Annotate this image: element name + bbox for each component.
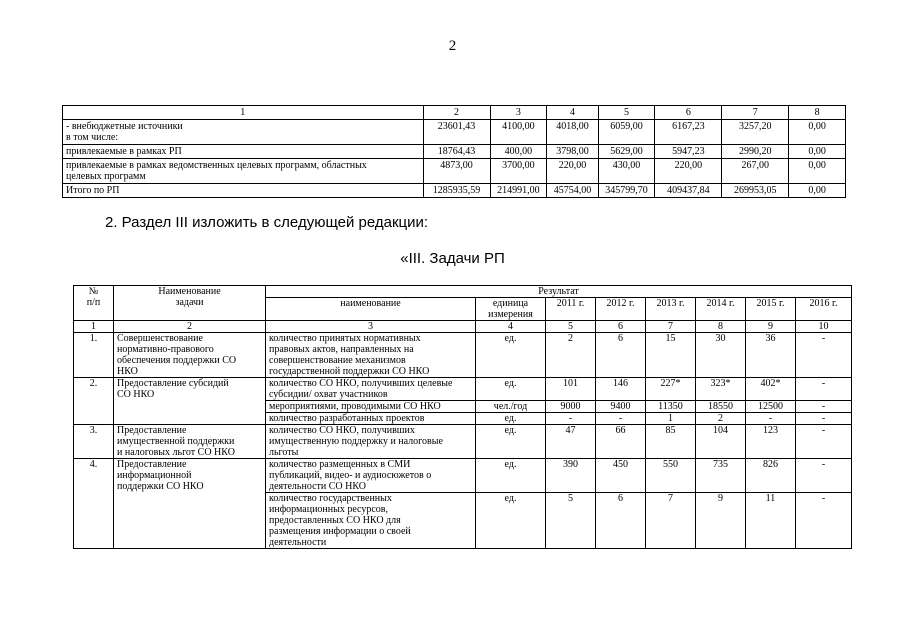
column-index: 1 (74, 321, 114, 333)
value-cell: 345799,70 (598, 184, 655, 198)
column-index: 4 (476, 321, 546, 333)
value-cell: 0,00 (789, 159, 846, 184)
year-value: - (546, 413, 596, 425)
value-cell: 18764,43 (423, 145, 490, 159)
year-value: 5 (546, 493, 596, 549)
section-instruction: 2. Раздел III изложить в следующей редакции: (105, 214, 429, 231)
table-row (74, 425, 852, 459)
column-index: 2 (114, 321, 266, 333)
header-task-name: Наименование задачи (114, 286, 266, 321)
value-cell: 214991,00 (490, 184, 547, 198)
year-value: 101 (546, 378, 596, 401)
year-value: 47 (546, 425, 596, 459)
column-number: 8 (789, 106, 846, 120)
value-cell: 267,00 (722, 159, 789, 184)
column-index: 6 (596, 321, 646, 333)
indicator-name: количество СО НКО, получивших имущественную поддержку и налоговые льготы (266, 425, 476, 459)
row-label: привлекаемые в рамках РП (63, 145, 424, 159)
year-value: 18550 (696, 401, 746, 413)
column-index: 10 (796, 321, 852, 333)
table-row (63, 120, 846, 145)
task-number: 3. (74, 425, 114, 459)
value-cell: 1285935,59 (423, 184, 490, 198)
page-number: 2 (448, 38, 457, 54)
value-cell: 45754,00 (547, 184, 599, 198)
value-cell: 3700,00 (490, 159, 547, 184)
year-value: 104 (696, 425, 746, 459)
unit: ед. (476, 459, 546, 493)
header-year: 2016 г. (796, 298, 852, 321)
header-year: 2015 г. (746, 298, 796, 321)
value-cell: 269953,05 (722, 184, 789, 198)
value-cell: 4018,00 (547, 120, 599, 145)
year-value: 146 (596, 378, 646, 401)
indicator-name: мероприятиями, проводимыми СО НКО (266, 401, 476, 413)
value-cell: 6167,23 (655, 120, 722, 145)
task-name: Предоставление имущественной поддержки и налоговых льгот СО НКО (114, 425, 266, 459)
value-cell: 0,00 (789, 145, 846, 159)
task-number: 1. (74, 333, 114, 378)
column-index: 3 (266, 321, 476, 333)
value-cell: 409437,84 (655, 184, 722, 198)
column-number: 3 (490, 106, 547, 120)
unit: ед. (476, 378, 546, 401)
task-name: Предоставление информационной поддержки СО НКО (114, 459, 266, 549)
year-value: 9 (696, 493, 746, 549)
year-value: - (796, 425, 852, 459)
value-cell: 5629,00 (598, 145, 655, 159)
column-index: 9 (746, 321, 796, 333)
unit: ед. (476, 493, 546, 549)
header-num: № п/п (74, 286, 114, 321)
year-value: 9000 (546, 401, 596, 413)
value-cell: 4873,00 (423, 159, 490, 184)
year-value: 450 (596, 459, 646, 493)
table-row (74, 333, 852, 378)
section-title: «III. Задачи РП (400, 250, 505, 267)
indicator-name: количество государственных информационных ресурсов, предоставленных СО НКО для размещения информации о своей деятельности (266, 493, 476, 549)
year-value: 323* (696, 378, 746, 401)
header-result: Результат (266, 286, 852, 298)
unit: чел./год (476, 401, 546, 413)
year-value: 402* (746, 378, 796, 401)
value-cell: 400,00 (490, 145, 547, 159)
header-unit: единица измерения (476, 298, 546, 321)
year-value: - (796, 413, 852, 425)
unit: ед. (476, 413, 546, 425)
year-value: 12500 (746, 401, 796, 413)
year-value: 2 (546, 333, 596, 378)
row-label: Итого по РП (63, 184, 424, 198)
table-row (74, 459, 852, 493)
unit: ед. (476, 333, 546, 378)
column-number: 4 (547, 106, 599, 120)
index-row (74, 321, 852, 333)
value-cell: 220,00 (547, 159, 599, 184)
year-value: 735 (696, 459, 746, 493)
indicator-name: количество разработанных проектов (266, 413, 476, 425)
unit: ед. (476, 425, 546, 459)
task-number: 4. (74, 459, 114, 549)
value-cell: 4100,00 (490, 120, 547, 145)
indicator-name: количество принятых нормативных правовых актов, направленных на совершенствование механизмов государственной поддержки СО НКО (266, 333, 476, 378)
year-value: 9400 (596, 401, 646, 413)
column-number: 6 (655, 106, 722, 120)
year-value: - (796, 401, 852, 413)
year-value: - (796, 378, 852, 401)
year-value: - (746, 413, 796, 425)
column-number: 1 (63, 106, 424, 120)
header-row (74, 286, 852, 298)
column-number: 2 (423, 106, 490, 120)
year-value: - (796, 493, 852, 549)
year-value: 123 (746, 425, 796, 459)
year-value: 826 (746, 459, 796, 493)
table-row (63, 159, 846, 184)
table-row (74, 378, 852, 401)
value-cell: 5947,23 (655, 145, 722, 159)
year-value: 85 (646, 425, 696, 459)
year-value: 15 (646, 333, 696, 378)
year-value: 390 (546, 459, 596, 493)
year-value: 7 (646, 493, 696, 549)
task-number: 2. (74, 378, 114, 425)
year-value: 30 (696, 333, 746, 378)
table-row (63, 145, 846, 159)
table-row (63, 184, 846, 198)
year-value: 6 (596, 333, 646, 378)
row-label: привлекаемые в рамках ведомственных целевых программ, областных целевых программ (63, 159, 424, 184)
header-year: 2014 г. (696, 298, 746, 321)
value-cell: 0,00 (789, 184, 846, 198)
year-value: 36 (746, 333, 796, 378)
column-index: 8 (696, 321, 746, 333)
year-value: 550 (646, 459, 696, 493)
header-year: 2012 г. (596, 298, 646, 321)
row-label: - внебюджетные источники в том числе: (63, 120, 424, 145)
year-value: 2 (696, 413, 746, 425)
funding-table (62, 105, 846, 198)
value-cell: 2990,20 (722, 145, 789, 159)
header-year: 2013 г. (646, 298, 696, 321)
year-value: - (796, 459, 852, 493)
year-value: 11350 (646, 401, 696, 413)
task-name: Совершенствование нормативно-правового обеспечения поддержки СО НКО (114, 333, 266, 378)
task-name: Предоставление субсидий СО НКО (114, 378, 266, 425)
year-value: 227* (646, 378, 696, 401)
column-index: 5 (546, 321, 596, 333)
value-cell: 220,00 (655, 159, 722, 184)
year-value: 6 (596, 493, 646, 549)
value-cell: 6059,00 (598, 120, 655, 145)
header-year: 2011 г. (546, 298, 596, 321)
column-number: 7 (722, 106, 789, 120)
year-value: 11 (746, 493, 796, 549)
value-cell: 3798,00 (547, 145, 599, 159)
value-cell: 23601,43 (423, 120, 490, 145)
value-cell: 430,00 (598, 159, 655, 184)
header-indicator: наименование (266, 298, 476, 321)
value-cell: 3257,20 (722, 120, 789, 145)
value-cell: 0,00 (789, 120, 846, 145)
table-header-row (63, 106, 846, 120)
year-value: - (596, 413, 646, 425)
indicator-name: количество размещенных в СМИ публикаций, видео- и аудиосюжетов о деятельности СО НКО (266, 459, 476, 493)
year-value: 66 (596, 425, 646, 459)
year-value: 1 (646, 413, 696, 425)
year-value: - (796, 333, 852, 378)
column-index: 7 (646, 321, 696, 333)
column-number: 5 (598, 106, 655, 120)
tasks-table (73, 285, 852, 549)
indicator-name: количество СО НКО, получивших целевые субсидии/ охват участников (266, 378, 476, 401)
